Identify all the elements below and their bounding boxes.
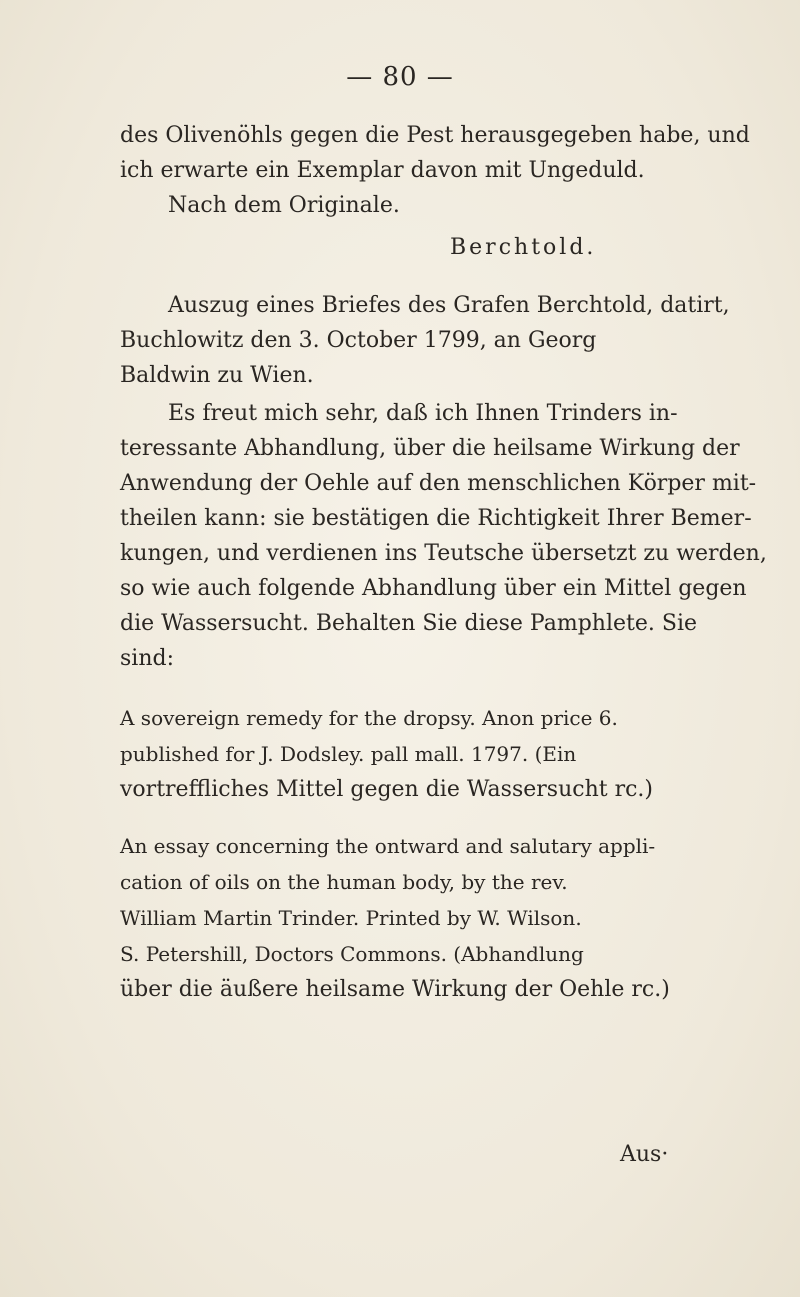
page-number: — 80 — — [346, 62, 454, 92]
text-line: vortreffliches Mittel gegen die Wassersucht rc.) — [120, 777, 653, 802]
signature-name: Berchtold. — [450, 235, 597, 260]
text-line: so wie auch folgende Abhandlung über ein Mittel gegen — [120, 576, 747, 601]
text-line: Buchlowitz den 3. October 1799, an Georg — [120, 328, 597, 353]
text-line: William Martin Trinder. Printed by W. Wilson. — [120, 906, 582, 930]
text-line: über die äußere heilsame Wirkung der Oehle rc.) — [120, 977, 670, 1002]
reference-2 — [120, 828, 720, 1007]
letter-heading — [120, 288, 730, 393]
text-line: S. Petershill, Doctors Commons. (Abhandlung — [120, 942, 584, 966]
text-line: theilen kann: sie bestätigen die Richtigkeit Ihrer Bemer- — [120, 506, 752, 531]
text-line: published for J. Dodsley. pall mall. 1797. (Ein — [120, 742, 577, 766]
text-line: kungen, und verdienen ins Teutsche übersetzt zu werden, — [120, 541, 767, 566]
text-block-top — [120, 118, 750, 223]
letter-body — [120, 396, 767, 676]
reference-1 — [120, 700, 720, 807]
text-line: A sovereign remedy for the dropsy. Anon price 6. — [120, 706, 618, 730]
text-line: teressante Abhandlung, über die heilsame Wirkung der — [120, 436, 740, 461]
text-line: An essay concerning the ontward and salutary appli- — [120, 834, 656, 858]
text-line: Anwendung der Oehle auf den menschlichen Körper mit- — [120, 471, 757, 496]
text-line: des Olivenöhls gegen die Pest herausgegeben habe, und — [120, 123, 750, 148]
text-line: Nach dem Originale. — [168, 193, 400, 218]
text-line: die Wassersucht. Behalten Sie diese Pamphlete. Sie — [120, 611, 698, 636]
text-line: Baldwin zu Wien. — [120, 363, 314, 388]
text-line: ich erwarte ein Exemplar davon mit Ungeduld. — [120, 158, 645, 183]
signature — [120, 230, 720, 265]
text-line: Es freut mich sehr, daß ich Ihnen Trinders in- — [168, 401, 678, 426]
catchword: Aus· — [620, 1142, 669, 1167]
text-line: Auszug eines Briefes des Grafen Berchtold, datirt, — [168, 293, 730, 318]
text-line: sind: — [120, 646, 174, 671]
text-line: cation of oils on the human body, by the rev. — [120, 870, 568, 894]
